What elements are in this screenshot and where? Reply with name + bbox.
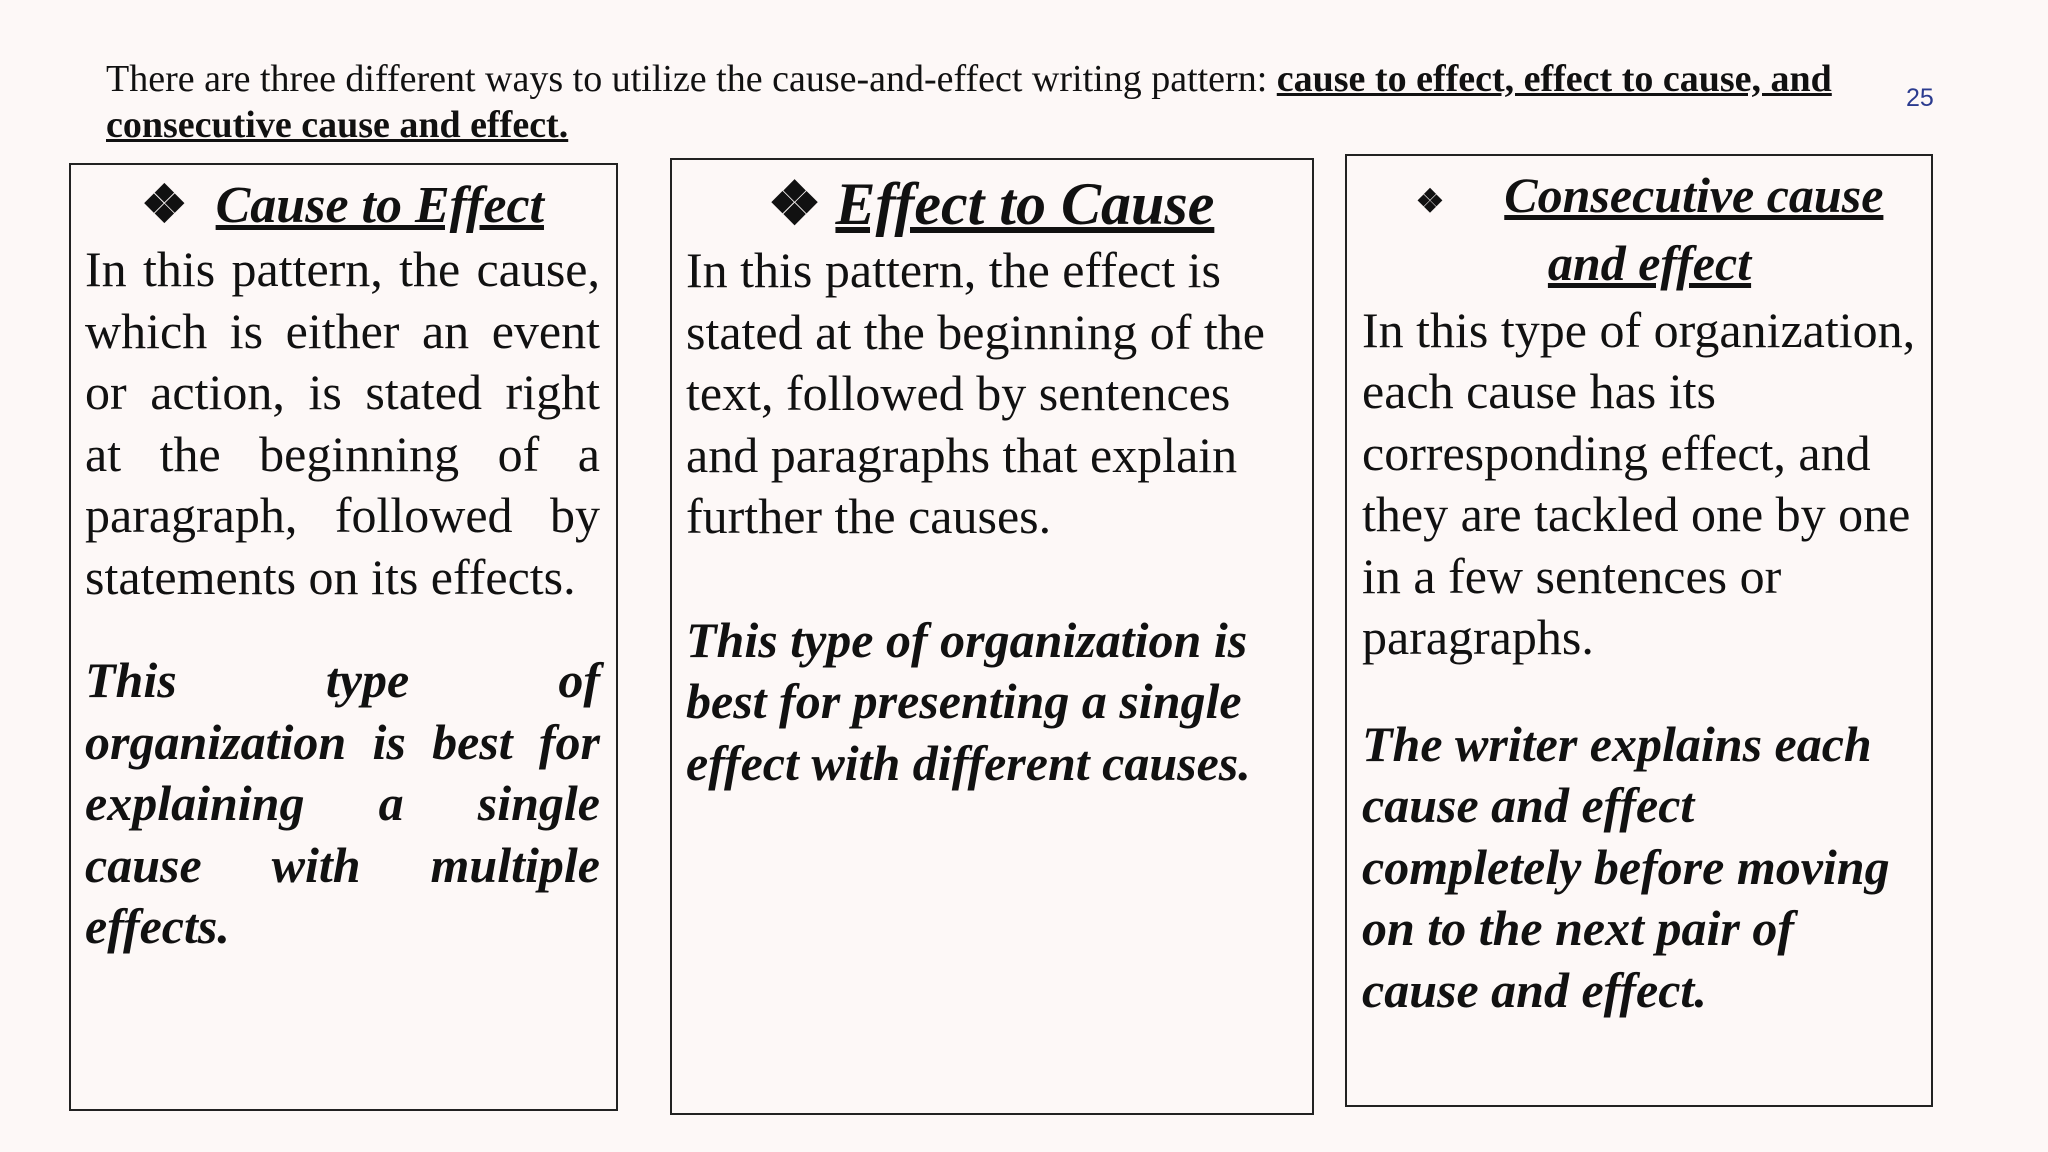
- cause-to-effect-body: In this pattern, the cause, which is either an event or action, is stated right at the beginning of a paragraph, followed by statements on its effects.: [85, 241, 600, 605]
- consecutive-heading: [1362, 164, 1917, 294]
- cause-to-effect-heading: [85, 175, 600, 237]
- consecutive-emphasis: The writer explains each cause and effect completely before moving on to the next pair of cause and effect.: [1362, 715, 1890, 1018]
- intro-paragraph: [106, 56, 1866, 148]
- cause-to-effect-box: [69, 163, 618, 1111]
- diamond-bullet-icon: ❖: [141, 177, 188, 234]
- intro-emphasis: cause to effect, effect to cause, and consecutive cause and effect.: [106, 58, 1832, 146]
- consecutive-body: In this type of organization, each cause has its corresponding effect, and they are tackled one by one in a few sentences or paragraphs.: [1362, 301, 1916, 666]
- intro-lead: There are three different ways to utilize the cause-and-effect writing pattern:: [106, 58, 1277, 100]
- heading-text: Consecutive cause and effect: [1504, 167, 1884, 291]
- effect-to-cause-emphasis: This type of organization is best for presenting a single effect with different causes.: [686, 611, 1251, 791]
- diamond-bullet-icon: ❖: [1415, 182, 1445, 219]
- consecutive-cause-effect-box: [1345, 154, 1933, 1107]
- effect-to-cause-body: In this pattern, the effect is stated at the beginning of the text, followed by sentences and paragraphs that explain further the causes.: [686, 242, 1266, 544]
- diamond-bullet-icon: ❖: [767, 171, 822, 237]
- heading-text: Effect to Cause: [835, 171, 1215, 237]
- slide-number: 25: [1906, 84, 1934, 112]
- effect-to-cause-heading: [686, 170, 1296, 238]
- effect-to-cause-box: [670, 158, 1314, 1115]
- heading-text: Cause to Effect: [215, 177, 544, 234]
- cause-to-effect-emphasis: This type of organization is best for explaining a single cause with multiple effects.: [85, 652, 600, 954]
